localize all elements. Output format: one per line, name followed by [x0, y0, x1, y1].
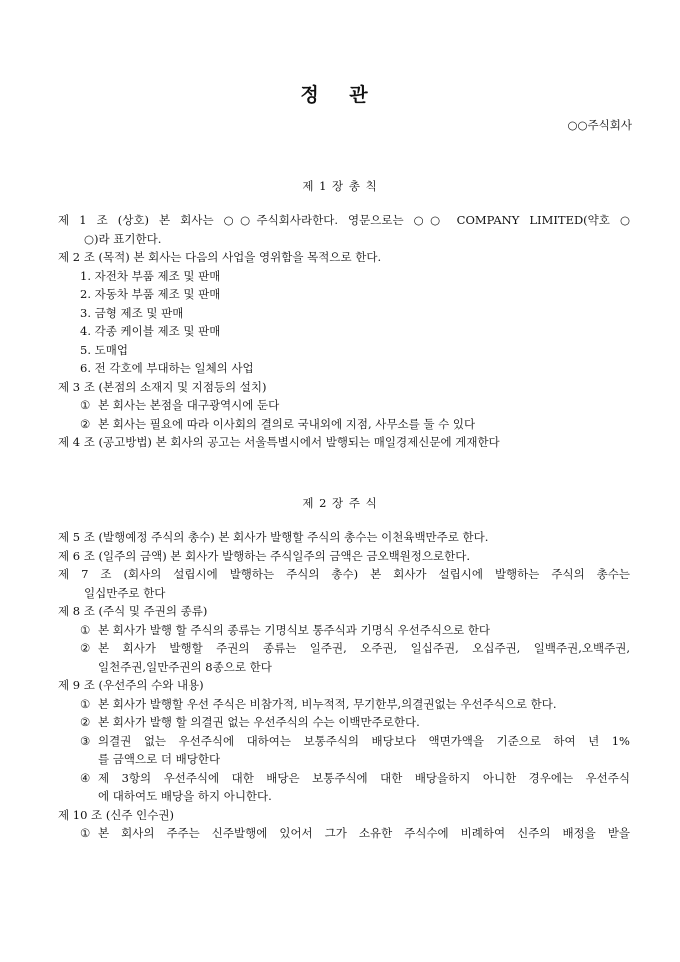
clause-text: 본 회사가 발행 할 의결권 없는 우선주식의 수는 이백만주로한다.: [98, 715, 420, 729]
chapter-2-heading: 제 2 장 주 식: [302, 496, 378, 510]
clause-number: ④: [80, 770, 91, 785]
clause-item: [58, 621, 630, 640]
continuation-line: 일천주권,일만주권의 8종으로 한다: [98, 659, 272, 674]
article-line: 제 5 조 (발행예정 주식의 총수) 본 회사가 발행할 주식의 총수는 이천육백만주로 한다.: [58, 530, 489, 544]
article-line: 제 9 조 (우선주의 수와 내용): [58, 678, 204, 692]
clause-item: [58, 695, 630, 714]
clause-item: [58, 769, 630, 788]
document-title: 정 관: [300, 84, 380, 106]
continuation-line: 에 대하여도 배당을 하지 아니한다.: [98, 789, 272, 803]
clause-text: 본 회사는 본점을 대구광역시에 둔다: [98, 398, 280, 412]
clause-number: ③: [80, 733, 91, 748]
clause-text: 본 회사는 필요에 따라 이사회의 결의로 국내외에 지점, 사무소를 둘 수 있다: [98, 416, 476, 431]
article-line: 제 10 조 (신주 인수권): [58, 807, 174, 822]
clause-item: [58, 415, 630, 434]
clause-number: ①: [80, 696, 91, 711]
article-line: 제 6 조 (일주의 금액) 본 회사가 발행하는 주식일주의 금액은 금오백원정으로한다.: [58, 548, 470, 563]
article-line: 제 1 조 (상호) 본 회사는 ○○주식회사라한다. 영문으로는 ○○ COMPANY LIMITED(약호 ○: [58, 213, 630, 227]
clause-item: [58, 732, 630, 751]
chapter-1-heading: 제 1 장 총 칙: [302, 179, 378, 193]
clause-number: ①: [80, 622, 91, 637]
clause-text: 의결권 없는 우선주식에 대하여는 보통주식의 배당보다 액면가액을 기준으로 하여 년 1%: [98, 733, 630, 748]
chapter-2-body: [58, 528, 630, 843]
list-item: 6. 전 각호에 부대하는 일체의 사업: [80, 361, 254, 375]
clause-number: ①: [80, 398, 91, 412]
company-name: ○○주식회사: [567, 118, 632, 132]
clause-text: 본 회사의 주주는 신주발행에 있어서 그가 소유한 주식수에 비례하여 신주의 배정을 받을: [98, 826, 630, 840]
clause-text: 본 회사가 발행 할 주식의 종류는 기명식보 통주식과 기명식 우선주식으로 한다: [98, 622, 491, 637]
clause-item: [58, 824, 630, 843]
clause-item: [58, 639, 630, 658]
article-line: 제 2 조 (목적) 본 회사는 다음의 사업을 영위함을 목적으로 한다.: [58, 250, 382, 264]
continuation-line: 를 금액으로 더 배당한다: [98, 752, 221, 766]
chapter-1-body: [58, 211, 630, 452]
clause-number: ②: [80, 715, 91, 729]
clause-text: 본 회사가 발행할 주권의 종류는 일주권, 오주권, 일십주권, 오십주권, 일백주권,오백주권,: [98, 641, 630, 655]
article-line: 제 4 조 (공고방법) 본 회사의 공고는 서울특별시에서 발행되는 매일경제신문에 게재한다: [58, 435, 500, 449]
clause-text: 제 3항의 우선주식에 대한 배당은 보통주식에 대한 배당을하지 아니한 경우에는 우선주식: [98, 770, 630, 785]
clause-number: ②: [80, 641, 91, 655]
clause-number: ①: [80, 826, 91, 840]
clause-number: ②: [80, 416, 91, 431]
article-line: 제 3 조 (본점의 소재지 및 지점등의 설치): [58, 379, 267, 394]
clause-item: [58, 713, 630, 732]
article-line: 제 7 조 (회사의 설립시에 발행하는 주식의 총수) 본 회사가 설립시에 발행하는 주식의 총수는: [58, 567, 630, 581]
continuation-line: ○)라 표기한다.: [84, 231, 162, 246]
continuation-line: 일십만주로 한다: [84, 585, 166, 600]
clause-text: 본 회사가 발행할 우선 주식은 비참가적, 비누적적, 무기한부,의결권없는 우선주식으로 한다.: [98, 696, 557, 711]
list-item: 5. 도매업: [80, 342, 128, 357]
list-item: 1. 자전차 부품 제조 및 판매: [80, 268, 221, 283]
list-item: 2. 자동차 부품 제조 및 판매: [80, 287, 221, 301]
list-item: 3. 금형 제조 및 판매: [80, 305, 184, 320]
article-line: 제 8 조 (주식 및 주권의 종류): [58, 604, 208, 618]
clause-item: [58, 396, 630, 415]
list-item: 4. 각종 케이블 제조 및 판매: [80, 324, 221, 338]
